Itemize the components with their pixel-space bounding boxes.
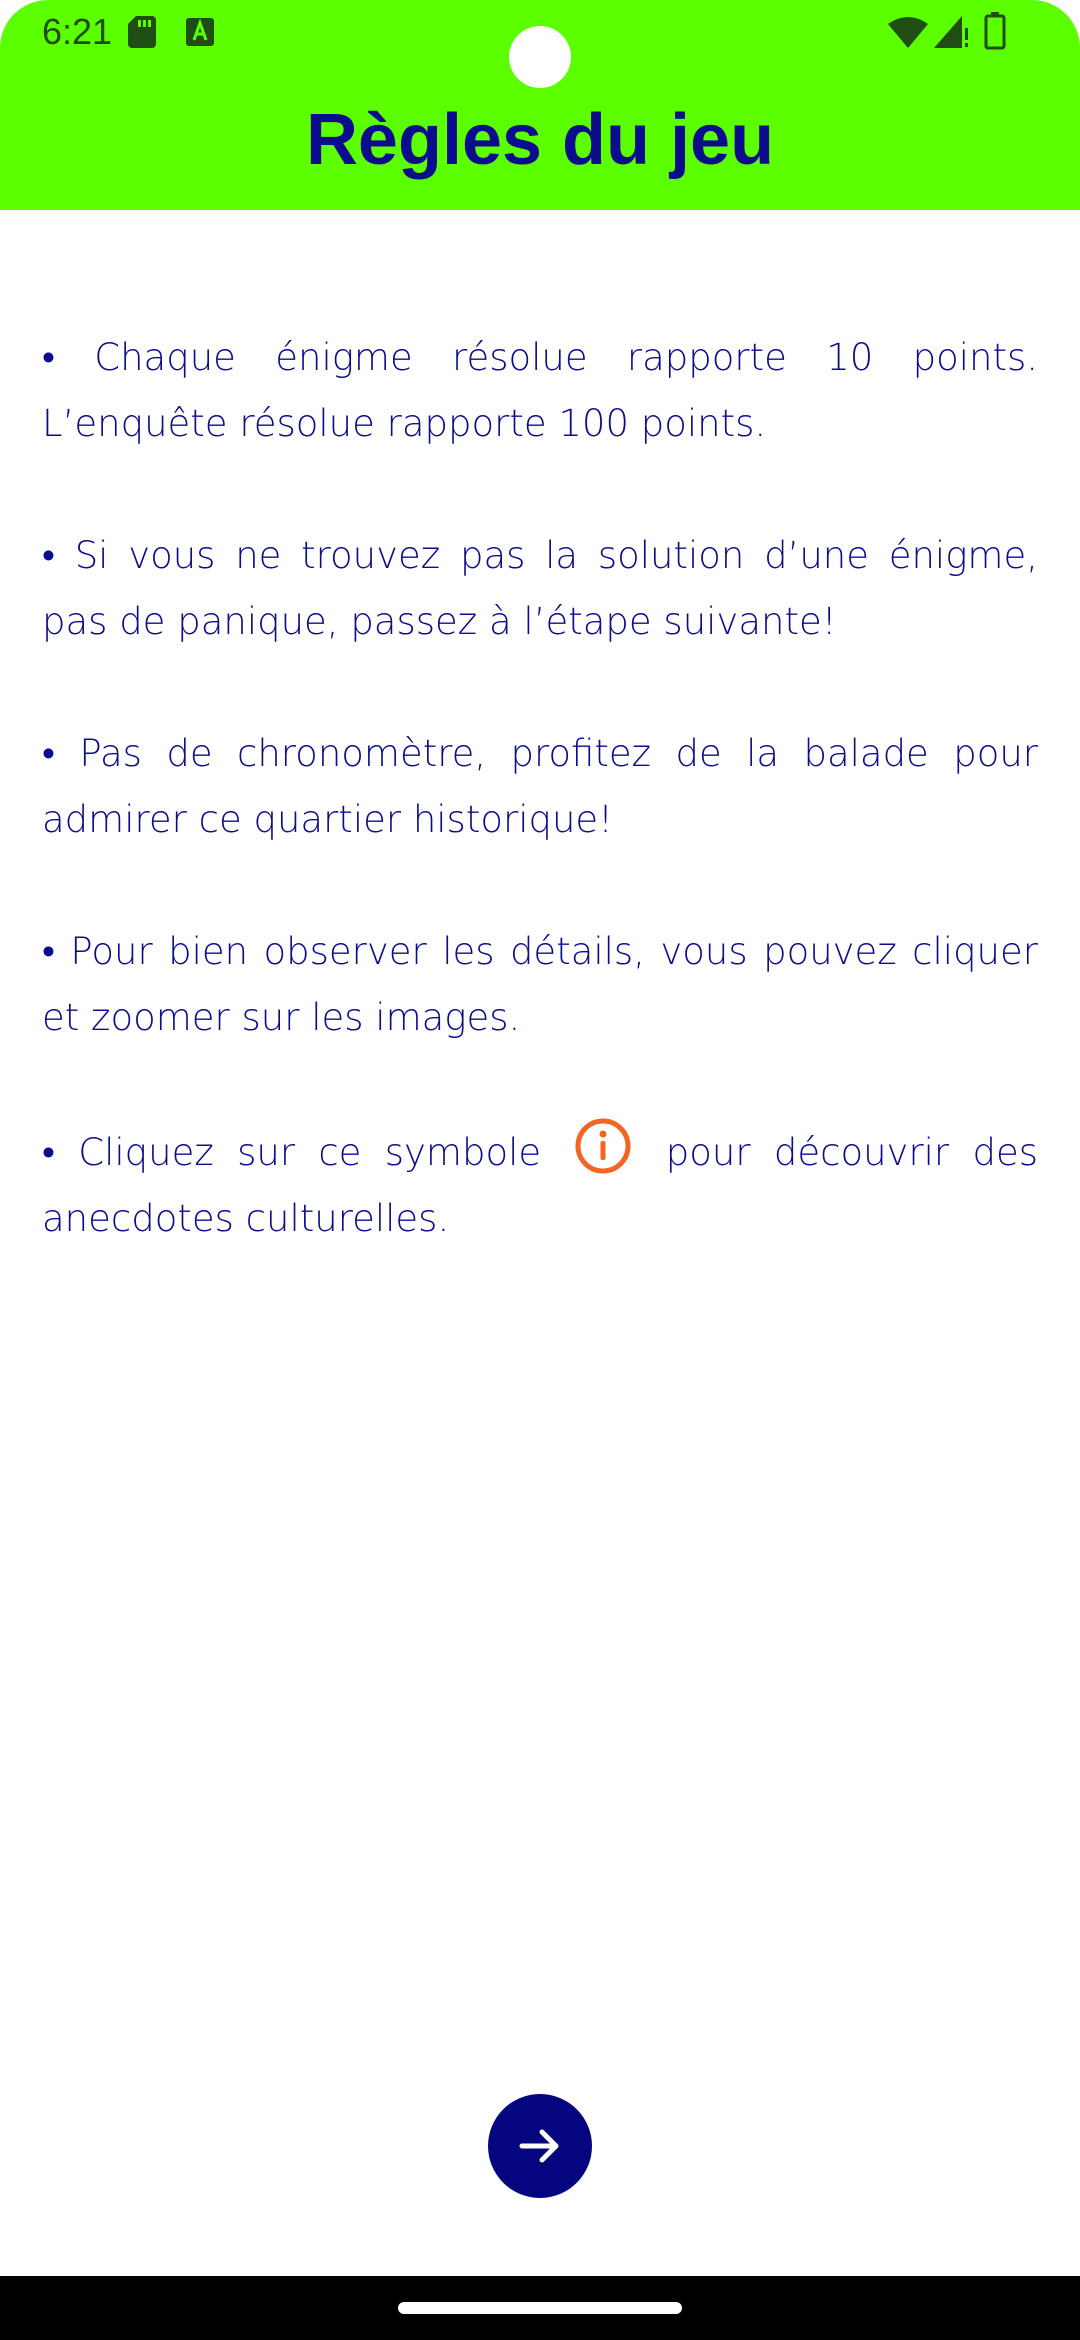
rule-item	[42, 523, 1038, 655]
page-title: Règles du jeu	[305, 100, 775, 180]
rule-item	[42, 1117, 1038, 1252]
rule-item	[42, 325, 1038, 457]
camera-cutout	[509, 26, 571, 88]
rule-text: • Pour bien observer les détails, vous pouvez cliquer et zoomer sur les images.	[42, 930, 1038, 1039]
next-button[interactable]	[488, 2094, 592, 2198]
rule-text-after: pour découvrir des anecdotes culturelles.	[42, 1131, 1038, 1240]
rule-item	[42, 919, 1038, 1051]
rule-text: • Si vous ne trouvez pas la solution d’une énigme, pas de panique, passez à l’étape suivante!	[42, 534, 1038, 643]
rule-text: • Pas de chronomètre, profitez de la balade pour admirer ce quartier historique!	[42, 732, 1038, 841]
rule-item	[42, 721, 1038, 853]
rule-text: • Cliquez sur ce symbole	[42, 1131, 542, 1174]
a-notification-icon	[186, 18, 214, 46]
wifi-icon	[888, 16, 928, 48]
info-icon	[574, 1117, 632, 1175]
sd-card-icon	[128, 16, 156, 48]
status-time: 6:21	[42, 11, 113, 52]
arrow-right-icon	[516, 2122, 564, 2170]
rule-text: • Chaque énigme résolue rapporte 10 points. L’enquête résolue rapporte 100 points.	[42, 336, 1038, 445]
battery-icon	[984, 12, 1006, 50]
signal-icon	[934, 14, 970, 48]
home-indicator[interactable]	[398, 2302, 682, 2314]
header-bar	[0, 0, 1080, 210]
rules-list	[42, 325, 1038, 1318]
